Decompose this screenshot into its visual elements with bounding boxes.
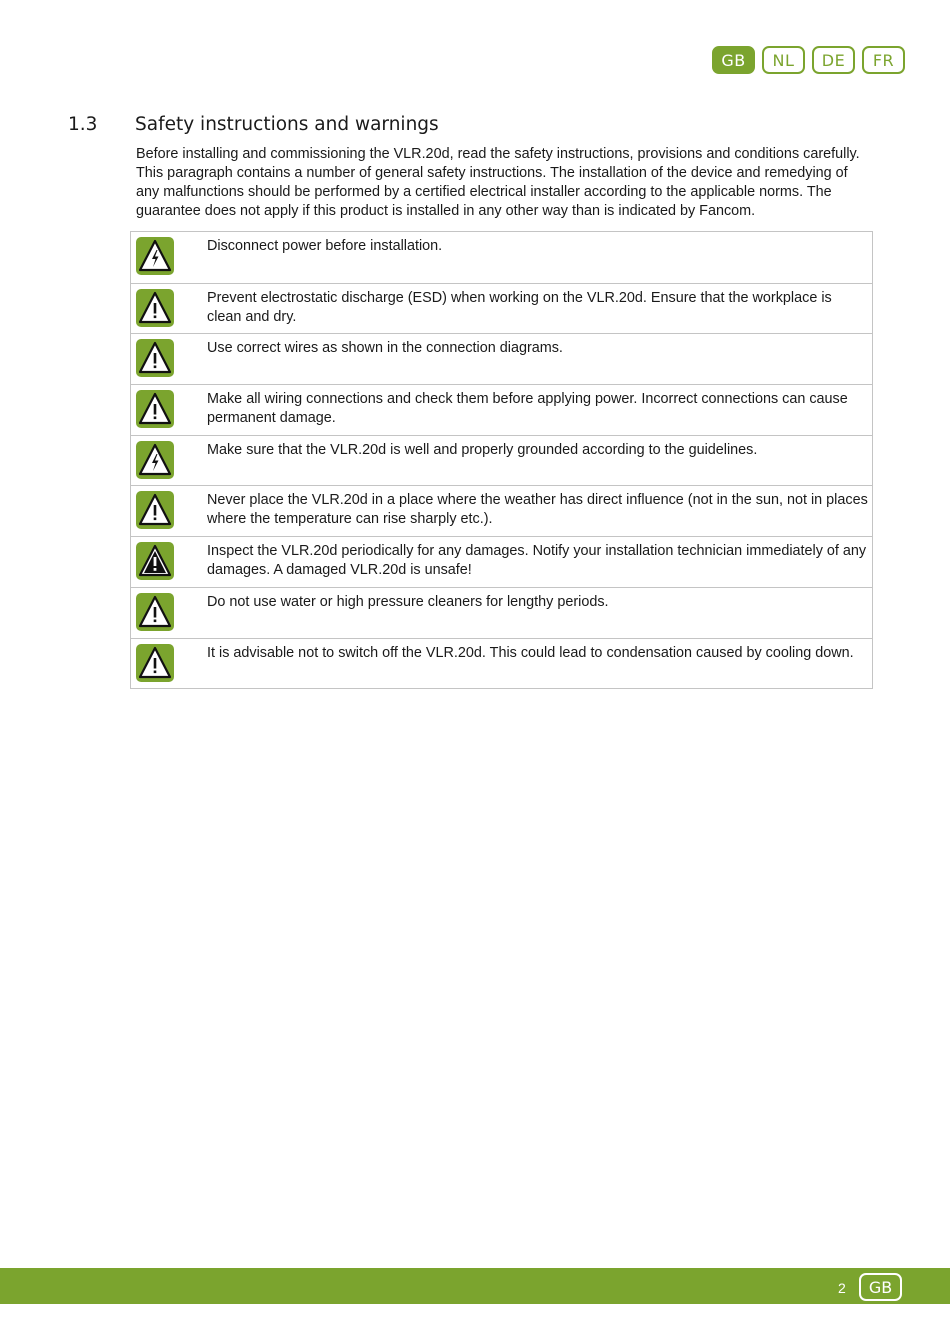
warning-icon <box>136 593 174 631</box>
language-tab-nl[interactable]: NL <box>762 46 805 74</box>
warning-row <box>131 485 872 536</box>
warning-row <box>131 384 872 435</box>
warning-text: Use correct wires as shown in the connection diagrams. <box>207 340 563 357</box>
warning-row <box>131 333 872 384</box>
footer-bar <box>0 1268 950 1304</box>
warning-icon <box>136 289 174 327</box>
warning-row <box>131 283 872 334</box>
language-tab-de[interactable]: DE <box>812 46 855 74</box>
language-tab-gb[interactable]: GB <box>712 46 755 74</box>
warning-row <box>131 587 872 638</box>
language-tabs <box>712 46 905 74</box>
warning-row <box>131 435 872 486</box>
warning-icon <box>136 644 174 682</box>
language-tab-fr[interactable]: FR <box>862 46 905 74</box>
warning-icon <box>136 491 174 529</box>
section-number: 1.3 <box>68 114 98 135</box>
warning-icon <box>136 390 174 428</box>
electrical-hazard-icon <box>136 441 174 479</box>
warning-text: Prevent electrostatic discharge (ESD) when working on the VLR.20d. Ensure that the workplace is clean and dry. <box>207 289 832 325</box>
warning-text: Make all wiring connections and check them before applying power. Incorrect connections can cause permanent damage. <box>207 391 848 427</box>
warning-icon <box>136 339 174 377</box>
warning-text: Disconnect power before installation. <box>207 238 443 254</box>
warning-row <box>131 638 872 689</box>
warning-row <box>131 232 872 283</box>
warning-text: Make sure that the VLR.20d is well and properly grounded according to the guidelines. <box>207 441 758 458</box>
electrical-hazard-icon <box>136 237 174 275</box>
danger-icon <box>136 542 174 580</box>
warning-text: It is advisable not to switch off the VLR.20d. This could lead to condensation caused by cooling down. <box>207 644 854 661</box>
page-number: 2 <box>838 1280 846 1296</box>
warning-text: Never place the VLR.20d in a place where the weather has direct influence (not in the sun, not in places where the temperature can rise sharply etc.). <box>207 492 868 528</box>
section-title: Safety instructions and warnings <box>135 114 439 135</box>
footer-language-tab: GB <box>859 1273 902 1301</box>
intro-paragraph: Before installing and commissioning the VLR.20d, read the safety instructions, provisions and conditions carefully. This paragraph contains a number of general safety instructions. The installation of the device and remedying of any malfunctions should be performed by a certified electrical installer according to the applicable norms. The guarantee does not apply if this product is installed in any other way than is indicated by Fancom. <box>136 146 860 219</box>
warning-text: Inspect the VLR.20d periodically for any damages. Notify your installation technician immediately of any damages. A damaged VLR.20d is unsafe! <box>207 543 867 579</box>
warnings-table <box>130 231 873 689</box>
warning-row <box>131 536 872 587</box>
warning-text: Do not use water or high pressure cleaners for lengthy periods. <box>207 593 609 610</box>
